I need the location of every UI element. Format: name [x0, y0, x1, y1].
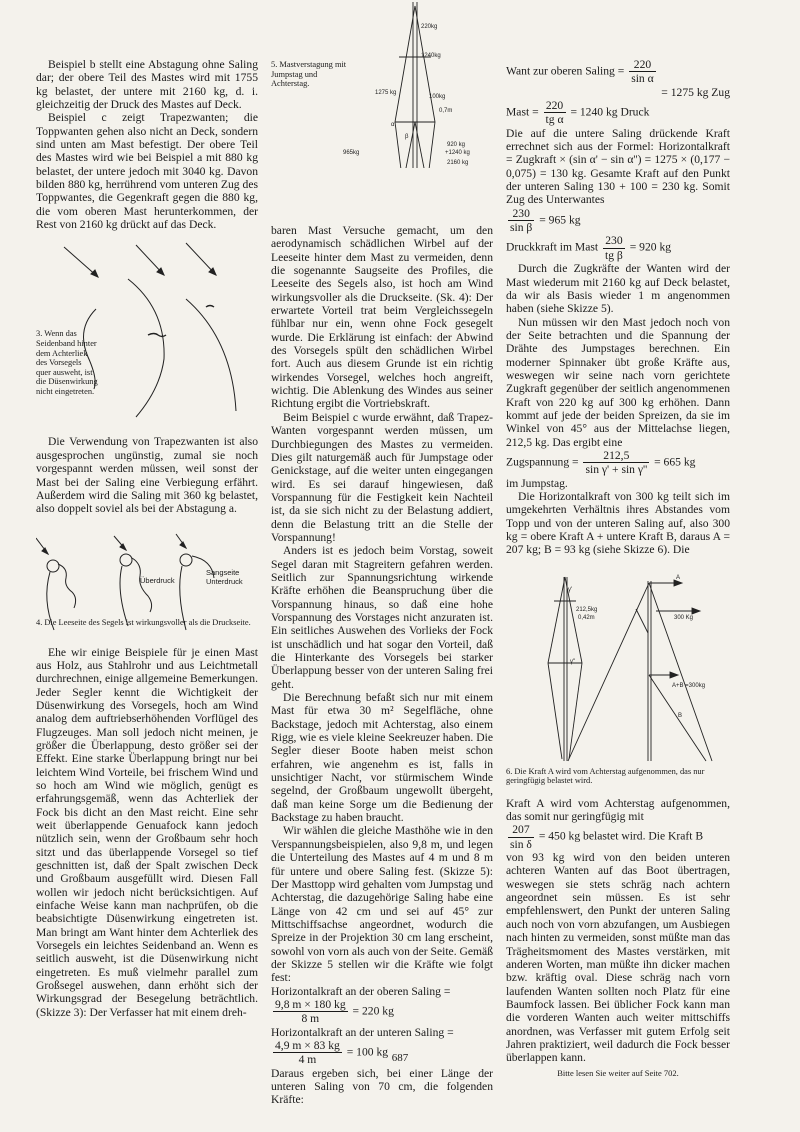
fig5-label-965kg: 965kg [343, 150, 360, 156]
paragraph: Kraft A wird vom Achterstag aufgenommen, das somit nur geringfügig mit [506, 796, 730, 824]
figure-4 [36, 530, 258, 640]
figure-6-sketch [506, 571, 730, 767]
equation-lower-shroud: $\frac{230}{\text{sin β}}$ = 965 kg [510, 206, 581, 235]
figure-4-caption: 4. Die Leeseite des Segels ist wirkungsvoller als die Druckseite. [36, 617, 251, 627]
column-2 [271, 24, 493, 1107]
paragraph: Anders ist es jedoch beim Vorstag, soweit Segel daran mit Stagreitern gefahren werden. Seitlich zur Spannungsrichtung wirkende Kräfte erhöhen die Beanspruchung über die Vorspannung hinaus, so daß eine hohe Vorspannung des Vorstages nicht anzuraten ist. Ein seitliches Auswehen des Vorlieks der Fock ist unschädlich und hat sogar den Vorteil, daß die Hinterkante des Vorsegels bei starker Überlappung besser von der unteren Saling frei geht. [271, 544, 493, 691]
figure-3-caption: 3. Wenn das Seidenband hinter dem Achterliek des Vorsegels quer ausweht, ist die Düsenwirkung nicht eingetreten. [36, 329, 98, 397]
figure-3 [36, 239, 258, 429]
fig5-label-07m: 0,7m [439, 108, 453, 114]
equation-upper-shroud: Want zur oberen Saling = $\frac{220}{\text{sin α}}$ = 1275 kg Zug [506, 58, 730, 99]
figure-6 [506, 571, 730, 791]
paragraph: Die Berechnung befaßt sich nur mit einem Mast für etwa 30 m² Segelfläche, ohne Backstage, jedoch mit Achterstag, also einem Rigg, wie es viele kleine Seekreuzer haben. Die Segler dieser Boote haben meist schon erfahren, wie angenehm es ist, falls in unsichtiger Nacht, vor stürmischem Winde segelnd, der Großbaum ungewollt übergeht, daß man keine Sorge um die Bedienung der Backstage zu haben braucht. [271, 691, 493, 825]
fig5-label-1240kg: 1240kg [421, 53, 441, 59]
equation-mast-compression: Druckkraft im Mast $\frac{230}{\text{tg β}}$ = 920 kg [506, 234, 672, 262]
fig5-label-alpha: α [391, 122, 395, 128]
fig5-label-beta: β [405, 134, 409, 140]
fig5-label-1275kg: 1275 kg [375, 90, 397, 96]
column-1 [36, 58, 258, 1019]
figure-5 [271, 24, 493, 224]
fig5-label-220kg: 220kg [421, 24, 438, 30]
fig6-label-300kg: 300 Kg [674, 614, 694, 621]
fig5-label-920kg: 920 kg [447, 142, 466, 148]
figure-5-caption: 5. Mastverstagung mit Jumpstag und Achterstag. [271, 60, 347, 89]
equation-lower-spreader: Horizontalkraft an der unteren Saling = $\frac{4,9 m \times 83 kg}{4 m}$ = 100 kg [271, 1025, 454, 1067]
paragraph: Beim Beispiel c wurde erwähnt, daß Trapez-Wanten vorgespannt werden müssen, um Durchbiegungen des Mastes zu vermeiden. Dies gilt naturgemäß auch für Jumpstage oder Genickstage, auf die weiter unten eingegangen wird. Es sei darauf hingewiesen, daß Vorspannung für die Festigkeit kein Nachteil ist, da sie sich nicht zu der Belastung addiert, denn die Belastung tritt an die Stelle der Vorspannung! [271, 410, 493, 544]
page-number: 687 [391, 1052, 409, 1064]
figure-5-sketch [271, 2, 493, 168]
paragraph: baren Mast Versuche gemacht, um den aerodynamisch schädlichen Wirbel auf der Leeseite hinter dem Mast zu vermeiden, denn die sogenannte Saugseite des Profiles, die Leeseite des Segels also, ist hoch am Wind wirkungsvoller als die Druckseite. (Sk. 4): Der erwartete Vorteil trat beim Vergleichssegeln fühlbar nur ein, wenn ohne Fock gesegelt wurde. Die Erklärung ist einfach: der Abwind des Vorsegels spült den schädlichen Wirbel fort. Auch aus diesem Grunde ist ein richtig wirkendes Vorsegel, welches hoch angreift, wichtig. Die Ablenkung des Windes aus seiner Richtung ergibt die Vortriebskraft. [271, 224, 493, 411]
figure-4-label-suction-side: Sangseite [206, 567, 240, 577]
paragraph: Ehe wir einige Beispiele für je einen Mast aus Holz, aus Stahlrohr und aus Leichtmetall durchrechnen, einige allgemeine Bemerkungen. Jeder Segler kennt die Wichtigkeit der Düsenwirkung des Vorsegels, hoch am Wind analog dem auftriebserhöhenden Vorflügel des Flugzeuges. Man soll jedoch nicht meinen, je größer die Überlappung, desto größer sei der Effekt. Eine starke Überlappung bringt nur bei leichtem Wind Vorteile, bei frischem Wind und so hoch am Wind wie möglich, genügt es erfahrungsgemäß, wenn das Achterliek der Fock bis dicht an den Mast reicht. Eine sehr weit überlappende Genuafock kann jedoch nützlich sein, wenn der Großbaum sehr hoch sitzt und das überlappende Vorsegel so tief geschnitten ist, daß der Spalt zwischen Deck und Großbaum ausgefüllt wird. Diesen Fall wollen wir jedoch nicht berücksichtigen. Auf einfache Weise kann man nachprüfen, ob die beabsichtigte Düsenwirkung eingetreten ist. Man bringt am Want hinter dem Achterliek des Vorsegels ein leichtes Seidenband an. Wenn es seitlich ausweht, ist die Düsenwirkung nicht eingetreten. Es muß vielmehr parallel zum Großsegel auswehen, dann erhöht sich der Wirkungsgrad der Besegelung beträchtlich. (Skizze 3): Der Verfasser hat mit einem dreh- [36, 645, 258, 1019]
fig5-label-100kg: 100kg [429, 94, 446, 100]
continue-note: Bitte lesen Sie weiter auf Seite 702. [557, 1067, 679, 1078]
fig6-label-gamma1: γ' [568, 586, 573, 593]
fig5-label-plus1240kg: +1240 kg [445, 150, 470, 156]
figure-4-label-underpressure: Unterdruck [206, 576, 243, 586]
paragraph: Die Verwendung von Trapezwanten ist also ausgesprochen ungünstig, zumal sie noch vorgespannt werden müssen, weil sonst der Mast bei der Saling eine Verbiegung erfährt. Außerdem wird die Saling mit 360 kg belastet, also doppelt soviel als bei der Abstagung a. [36, 435, 258, 516]
paragraph: Nun müssen wir den Mast jedoch noch von der Seite betrachten und die Spannung der Drähte des Jumpstages berechnen. Ein moderner Spinnaker übt große Kräfte aus, weswegen wir seine nach vorn gerichtete Zugkraft gegenüber der seitlich angenommenen Kraft von 220 kg auf 300 kg erhöhen. Dann kommt auf jede der beiden Spreizen, da sie im Winkel von 45° aus der Mittelachse liegen, 212,5 kg. Das ergibt eine [506, 315, 730, 449]
paragraph: Die auf die untere Saling drückende Kraft errechnet sich aus der Formel: Horizontalkraft = Zugkraft × (sin α' − sin α'') = 1275 × (0,177 − 0,075) = 130 kg. Gesamte Kraft auf den Punkt der unteren Saling 130 + 100 = 230 kg. Somit Zug des Unterwantes [506, 126, 730, 207]
fig6-label-gamma2: γ'' [570, 658, 576, 665]
paragraph: Daraus ergeben sich, bei einer Länge der unteren Saling von 70 cm, die folgenden Kräfte: [271, 1066, 493, 1107]
paragraph: Durch die Zugkräfte der Wanten wird der Mast wiederum mit 2160 kg auf Deck belastet, da wir als Basis wieder 1 m angenommen haben (siehe Skizze 5). [506, 262, 730, 316]
figure-4-label-overpressure: Überdruck [140, 575, 175, 585]
equation-upper-spreader: Horizontalkraft an der oberen Saling = $\frac{9,8 m \times 180 kg}{8 m}$ = 220 kg [271, 984, 451, 1026]
fig6-label-212kg: 212,5kg [576, 606, 598, 613]
equation-jumpstay-tension: Zugspannung = $\frac{212,5}{\text{sin γ' + sin γ''}}$ = 665 kg im Jumpstag. [506, 448, 696, 490]
equation-backstay: $\frac{207}{\text{sin δ}}$ = 450 kg belastet wird. Die Kraft B [510, 823, 704, 851]
equation-mast: Mast = $\frac{220}{\text{tg α}}$ = 1240 kg Druck [506, 99, 650, 127]
paragraph: von 93 kg wird von den beiden unteren achteren Wanten auf das Boot übertragen, weswegen sie stets schräg nach achtern angeordnet sein müssen. Es ist sehr empfehlenswert, den Punkt der unteren Saling auch noch von vorn abzufangen, um Ausbiegen nach hinten zu vermeiden, sonst müßte man das Trägheitsmoment des Mastes verstärken, mit anderen Worten, man müßte ihn dicker machen bzw. kräftig oval. Diese schräg nach vorn laufenden Wanten sollten noch Platz für eine Baumfock lassen. Bei üblicher Fock kann man die vorderen Wanten auch weiter mittschiffs anordnen, was Verfasser mit gutem Erfolg seit Jahren praktiziert, weil dadurch die Fock besser überlappen kann. [506, 851, 730, 1065]
fig6-label-B: B [678, 712, 683, 719]
paragraph: Beispiel b stellt eine Abstagung ohne Saling dar; der obere Teil des Mastes wird mit 1755 kg belastet, der untere mit 2160 kg, d. i. gleichzeitig der Druck des Mastes auf Deck. [36, 58, 258, 112]
paragraph: Beispiel c zeigt Trapezwanten; die Toppwanten gehen also nicht an Deck, sondern sind unten am Mast befestigt. Der obere Teil des Mastes wird wie bei Beispiel a mit 880 kg belastet, der untere jedoch mit 3040 kg. Davon bilden 880 kg, herrührend vom unteren Zug des Toppwantes, die Gegenkraft gegen die 880 kg, die vom oberen Mast herunterkommen, der Rest von 2160 kg drückt auf das Deck. [36, 111, 258, 232]
fig5-label-2160kg: 2160 kg [447, 160, 469, 166]
fig6-label-AB-300kg: A+B =300kg [672, 682, 706, 689]
fig6-label-042m: 0,42m [578, 614, 595, 621]
paragraph: Wir wählen die gleiche Masthöhe wie in den Verspannungsbeispielen, also 9,8 m, und legen die Unterteilung des Mastes auf 4 m und 8 m für untere und obere Saling fest. (Skizze 5): Der Masttopp wird gehalten vom Jumpstag und Achterstag, die dazugehörige Saling habe eine Länge von 42 cm und sei auf 45° zur Mittschiffsachse angeordnet, wodurch die Spreize in der Projektion 30 cm lang erscheint, sowohl von vorn als auch von der Seite. Gemäß der Skizze 5 stellen wir die Kräfte wie folgt fest: [271, 824, 493, 985]
figure-6-caption: 6. Die Kraft A wird vom Achterstag aufgenommen, das nur geringfügig belastet wird. [506, 766, 705, 786]
paragraph: Die Horizontalkraft von 300 kg teilt sich im umgekehrten Verhältnis ihres Abstandes vom Topp und von der unteren Saling auf, also 300 kg = obere Kraft A + untere Kraft B, daraus A = 207 kg; B = 93 kg (siehe Skizze 6). Die [506, 490, 730, 557]
column-3 [506, 58, 730, 1080]
fig6-label-A: A [676, 574, 681, 581]
